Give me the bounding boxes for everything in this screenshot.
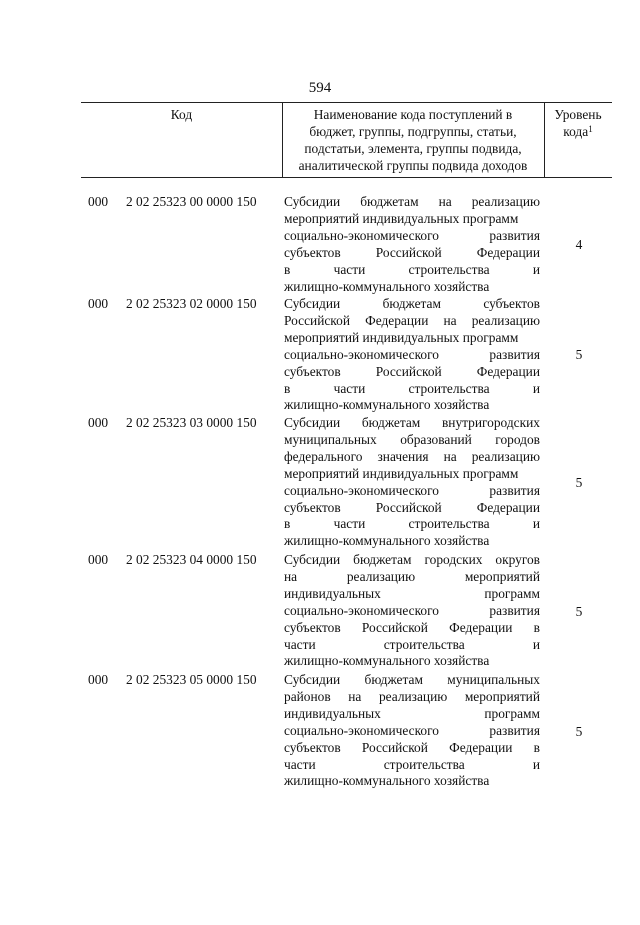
- revenue-code: 2 02 25323 05 0000 150: [126, 672, 257, 687]
- code-level: 5: [575, 475, 583, 490]
- admin-code: 000: [88, 672, 109, 687]
- name-line: части строительства и: [284, 636, 540, 652]
- name-line: мероприятий индивидуальных программ: [284, 465, 519, 481]
- admin-code: 000: [88, 552, 109, 567]
- header-name-line: бюджет, группы, подгруппы, статьи,: [309, 124, 517, 139]
- header-level-line: [544, 123, 612, 140]
- name-line: Субсидии бюджетам субъектов: [284, 296, 540, 311]
- name-line: в части строительства и: [284, 380, 540, 396]
- header-name-line: аналитической группы подвида доходов: [298, 158, 528, 173]
- admin-code: 000: [88, 296, 109, 311]
- header-level: [544, 106, 612, 140]
- name-line: Субсидии бюджетам внутригородских: [284, 415, 540, 430]
- name-line: индивидуальных программ: [284, 705, 540, 721]
- revenue-code: 2 02 25323 02 0000 150: [126, 296, 257, 311]
- name-line: муниципальных образований городов: [284, 431, 540, 447]
- name-line: социально-экономического развития: [284, 346, 540, 362]
- header-name-line: подстатьи, элемента, группы подвида,: [304, 141, 522, 156]
- revenue-name: [284, 296, 540, 414]
- name-line: социально-экономического развития: [284, 482, 540, 498]
- name-line: индивидуальных программ: [284, 585, 540, 601]
- name-line: социально-экономического развития: [284, 602, 540, 618]
- revenue-name: [284, 194, 540, 295]
- header-level-line: Уровень: [554, 107, 602, 122]
- header-name: [282, 106, 544, 174]
- name-line: на реализацию мероприятий: [284, 568, 540, 584]
- name-line: жилищно-коммунального хозяйства: [284, 397, 490, 413]
- name-line: Субсидии бюджетам муниципальных: [284, 672, 540, 687]
- name-line: жилищно-коммунального хозяйства: [284, 278, 490, 294]
- name-line: жилищно-коммунального хозяйства: [284, 533, 490, 549]
- admin-code: 000: [88, 415, 109, 430]
- name-line: субъектов Российской Федерации в: [284, 619, 540, 635]
- table-header: [81, 102, 612, 178]
- code-level: 5: [575, 604, 583, 619]
- revenue-code: 2 02 25323 04 0000 150: [126, 552, 257, 567]
- name-line: федерального значения на реализацию: [284, 448, 540, 464]
- code-level: 5: [575, 724, 583, 739]
- name-line: Субсидии бюджетам городских округов: [284, 552, 540, 567]
- name-line: мероприятий индивидуальных программ: [284, 329, 519, 345]
- footnote-marker: 1: [588, 124, 593, 134]
- name-line: районов на реализацию мероприятий: [284, 688, 540, 704]
- name-line: Российской Федерации на реализацию: [284, 312, 540, 328]
- revenue-code: 2 02 25323 03 0000 150: [126, 415, 257, 430]
- name-line: жилищно-коммунального хозяйства: [284, 773, 490, 789]
- header-level-text: кода: [563, 124, 589, 139]
- header-code: Код: [170, 107, 193, 122]
- name-line: социально-экономического развития: [284, 722, 540, 738]
- revenue-name: [284, 672, 540, 790]
- name-line: в части строительства и: [284, 261, 540, 277]
- name-line: субъектов Российской Федерации: [284, 363, 540, 379]
- name-line: социально-экономического развития: [284, 227, 540, 243]
- page-number: 594: [308, 80, 332, 96]
- revenue-name: [284, 552, 540, 670]
- revenue-name: [284, 415, 540, 550]
- name-line: мероприятий индивидуальных программ: [284, 210, 519, 226]
- name-line: Субсидии бюджетам на реализацию: [284, 194, 540, 209]
- name-line: субъектов Российской Федерации: [284, 244, 540, 260]
- name-line: части строительства и: [284, 756, 540, 772]
- name-line: жилищно-коммунального хозяйства: [284, 653, 490, 669]
- code-level: 4: [575, 237, 583, 252]
- name-line: субъектов Российской Федерации: [284, 499, 540, 515]
- admin-code: 000: [88, 194, 109, 209]
- revenue-code: 2 02 25323 00 0000 150: [126, 194, 257, 209]
- code-level: 5: [575, 347, 583, 362]
- name-line: в части строительства и: [284, 516, 540, 532]
- name-line: субъектов Российской Федерации в: [284, 739, 540, 755]
- header-name-line: Наименование кода поступлений в: [313, 107, 513, 122]
